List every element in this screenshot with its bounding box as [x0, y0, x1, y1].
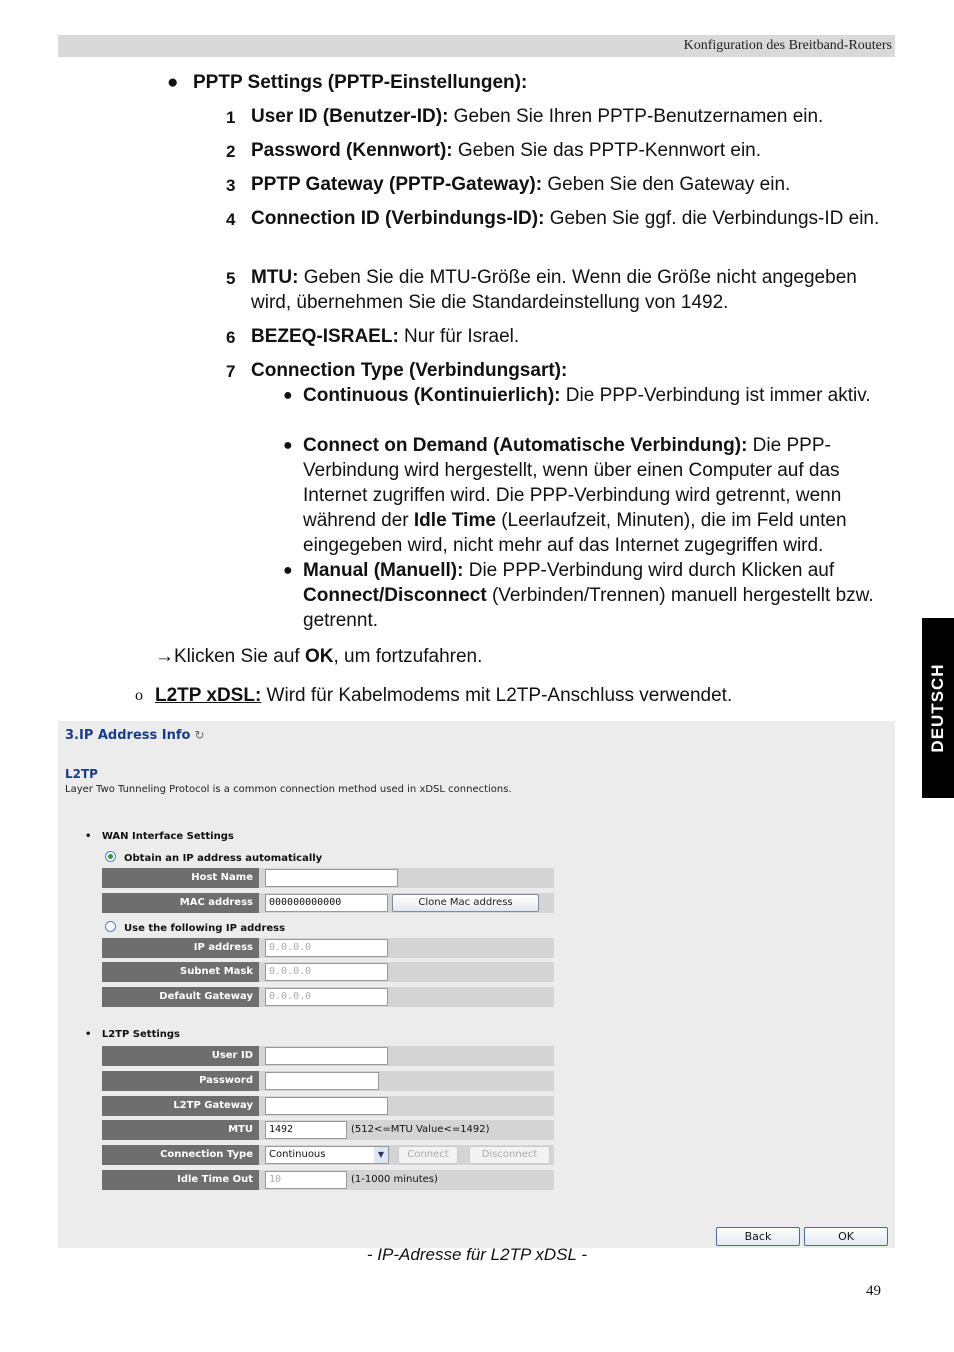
- l2tp-section-title: L2TP: [65, 767, 98, 781]
- row-user-id: [102, 1046, 554, 1066]
- item-mtu: MTU: Geben Sie die MTU-Größe ein. Wenn die Größe nicht angegeben wird, übernehmen Sie die Standardeinstellung von 1492.: [251, 267, 857, 313]
- pptp-heading: PPTP Settings (PPTP-Einstellungen):: [193, 72, 528, 93]
- mtu-input[interactable]: 1492: [265, 1121, 347, 1139]
- router-panel: [58, 721, 895, 1248]
- radio-auto-ip[interactable]: Obtain an IP address automatically: [105, 851, 322, 864]
- password-input[interactable]: [265, 1072, 379, 1090]
- default-gateway-input[interactable]: 0.0.0.0: [265, 988, 388, 1006]
- subnet-mask-input[interactable]: 0.0.0.0: [265, 963, 388, 981]
- item-bezeq: BEZEQ-ISRAEL: Nur für Israel.: [251, 326, 520, 347]
- sub-bullet: ●: [283, 437, 293, 454]
- wan-heading: • WAN Interface Settings: [85, 831, 234, 842]
- user-id-input[interactable]: [265, 1047, 388, 1065]
- pptp-heading-bullet: ●: [167, 72, 179, 93]
- l2tp-bullet: o: [135, 687, 143, 704]
- row-host-name: [102, 868, 554, 888]
- row-connection-type: [102, 1145, 554, 1165]
- host-name-label: Host Name: [102, 868, 259, 888]
- item-connection-id: Connection ID (Verbindungs-ID): Geben Sie ggf. die Verbindungs-ID ein.: [251, 208, 880, 229]
- chevron-down-icon[interactable]: ▼: [374, 1147, 388, 1163]
- subnet-mask-label: Subnet Mask: [102, 962, 259, 982]
- connection-type-label: Connection Type: [102, 1145, 259, 1165]
- sub-bullet: ●: [283, 562, 293, 579]
- arrow-right-icon: →: [155, 646, 174, 667]
- row-ip-address: [102, 938, 554, 958]
- ok-button[interactable]: OK: [804, 1227, 888, 1246]
- language-tab: [922, 618, 954, 798]
- item-number: 2: [226, 142, 236, 161]
- radio-manual-ip[interactable]: Use the following IP address: [105, 921, 285, 934]
- l2tp-gateway-label: L2TP Gateway: [102, 1096, 259, 1116]
- refresh-icon: ↻: [194, 728, 205, 742]
- item-user-id: User ID (Benutzer-ID): Geben Sie Ihren PPTP-Benutzernamen ein.: [251, 106, 824, 127]
- default-gateway-label: Default Gateway: [102, 987, 259, 1007]
- sub-bullet: ●: [283, 387, 293, 404]
- item-number: 4: [226, 210, 236, 229]
- continue-note: →Klicken Sie auf OK, um fortzufahren.: [155, 646, 483, 667]
- conn-type-continuous: Continuous (Kontinuierlich): Die PPP-Verbindung ist immer aktiv.: [303, 385, 871, 406]
- connect-button[interactable]: Connect: [398, 1146, 458, 1164]
- header-title: Konfiguration des Breitband-Routers: [683, 38, 892, 53]
- item-number: 1: [226, 108, 236, 127]
- row-idle-time: [102, 1170, 554, 1190]
- row-password: [102, 1071, 554, 1091]
- item-pptp-gateway: PPTP Gateway (PPTP-Gateway): Geben Sie den Gateway ein.: [251, 174, 791, 195]
- idle-time-input[interactable]: 10: [265, 1171, 347, 1189]
- conn-type-manual: Manual (Manuell): Die PPP-Verbindung wird durch Klicken auf Connect/Disconnect (Verbinden/Trennen) manuell hergestellt bzw. getrennt.: [303, 560, 874, 631]
- mtu-label: MTU: [102, 1120, 259, 1140]
- connection-type-select[interactable]: Continuous ▼: [265, 1146, 389, 1164]
- row-mac-address: [102, 893, 554, 913]
- conn-type-demand: Connect on Demand (Automatische Verbindung): Die PPP-Verbindung wird hergestellt, wenn über einen Computer auf das Internet zugriffen wird. Die PPP-Verbindung wird getrennt, wenn während der Idle Time (Leerlaufzeit, Minuten), die im Feld unten eingegeben wird, nicht mehr auf das Internet zugegriffen wird.: [303, 435, 847, 556]
- item-number: 5: [226, 269, 236, 288]
- clone-mac-button[interactable]: Clone Mac address: [392, 894, 539, 912]
- mac-address-input[interactable]: 000000000000: [265, 894, 388, 912]
- row-default-gateway: [102, 987, 554, 1007]
- item-number: 6: [226, 328, 236, 347]
- l2tp-settings-heading: • L2TP Settings: [85, 1029, 181, 1040]
- user-id-label: User ID: [102, 1046, 259, 1066]
- item-number: 7: [226, 362, 236, 381]
- l2tp-line: L2TP xDSL: Wird für Kabelmodems mit L2TP-Anschluss verwendet.: [155, 685, 733, 706]
- password-label: Password: [102, 1071, 259, 1091]
- ip-address-label: IP address: [102, 938, 259, 958]
- page-number: 49: [866, 1283, 881, 1299]
- l2tp-description: Layer Two Tunneling Protocol is a common connection method used in xDSL connections.: [65, 784, 512, 795]
- idle-time-label: Idle Time Out: [102, 1170, 259, 1190]
- header-bar: [58, 35, 895, 57]
- idle-time-note: (1-1000 minutes): [351, 1174, 438, 1185]
- item-password: Password (Kennwort): Geben Sie das PPTP-Kennwort ein.: [251, 140, 762, 161]
- radio-unselected-icon[interactable]: [105, 921, 116, 932]
- panel-title: 3.IP Address Info ↻: [65, 728, 205, 743]
- item-connection-type: Connection Type (Verbindungsart):: [251, 360, 568, 381]
- mtu-note: (512<=MTU Value<=1492): [351, 1124, 490, 1135]
- row-l2tp-gateway: [102, 1096, 554, 1116]
- language-tab-label: DEUTSCH: [928, 663, 947, 753]
- figure-caption: - IP-Adresse für L2TP xDSL -: [366, 1245, 588, 1264]
- mac-address-label: MAC address: [102, 893, 259, 913]
- host-name-input[interactable]: [265, 869, 398, 887]
- row-subnet-mask: [102, 962, 554, 982]
- radio-selected-icon[interactable]: [105, 851, 116, 862]
- disconnect-button[interactable]: Disconnect: [469, 1146, 550, 1164]
- row-mtu: [102, 1120, 554, 1140]
- item-number: 3: [226, 176, 236, 195]
- ip-address-input[interactable]: 0.0.0.0: [265, 939, 388, 957]
- l2tp-gateway-input[interactable]: [265, 1097, 388, 1115]
- back-button[interactable]: Back: [716, 1227, 800, 1246]
